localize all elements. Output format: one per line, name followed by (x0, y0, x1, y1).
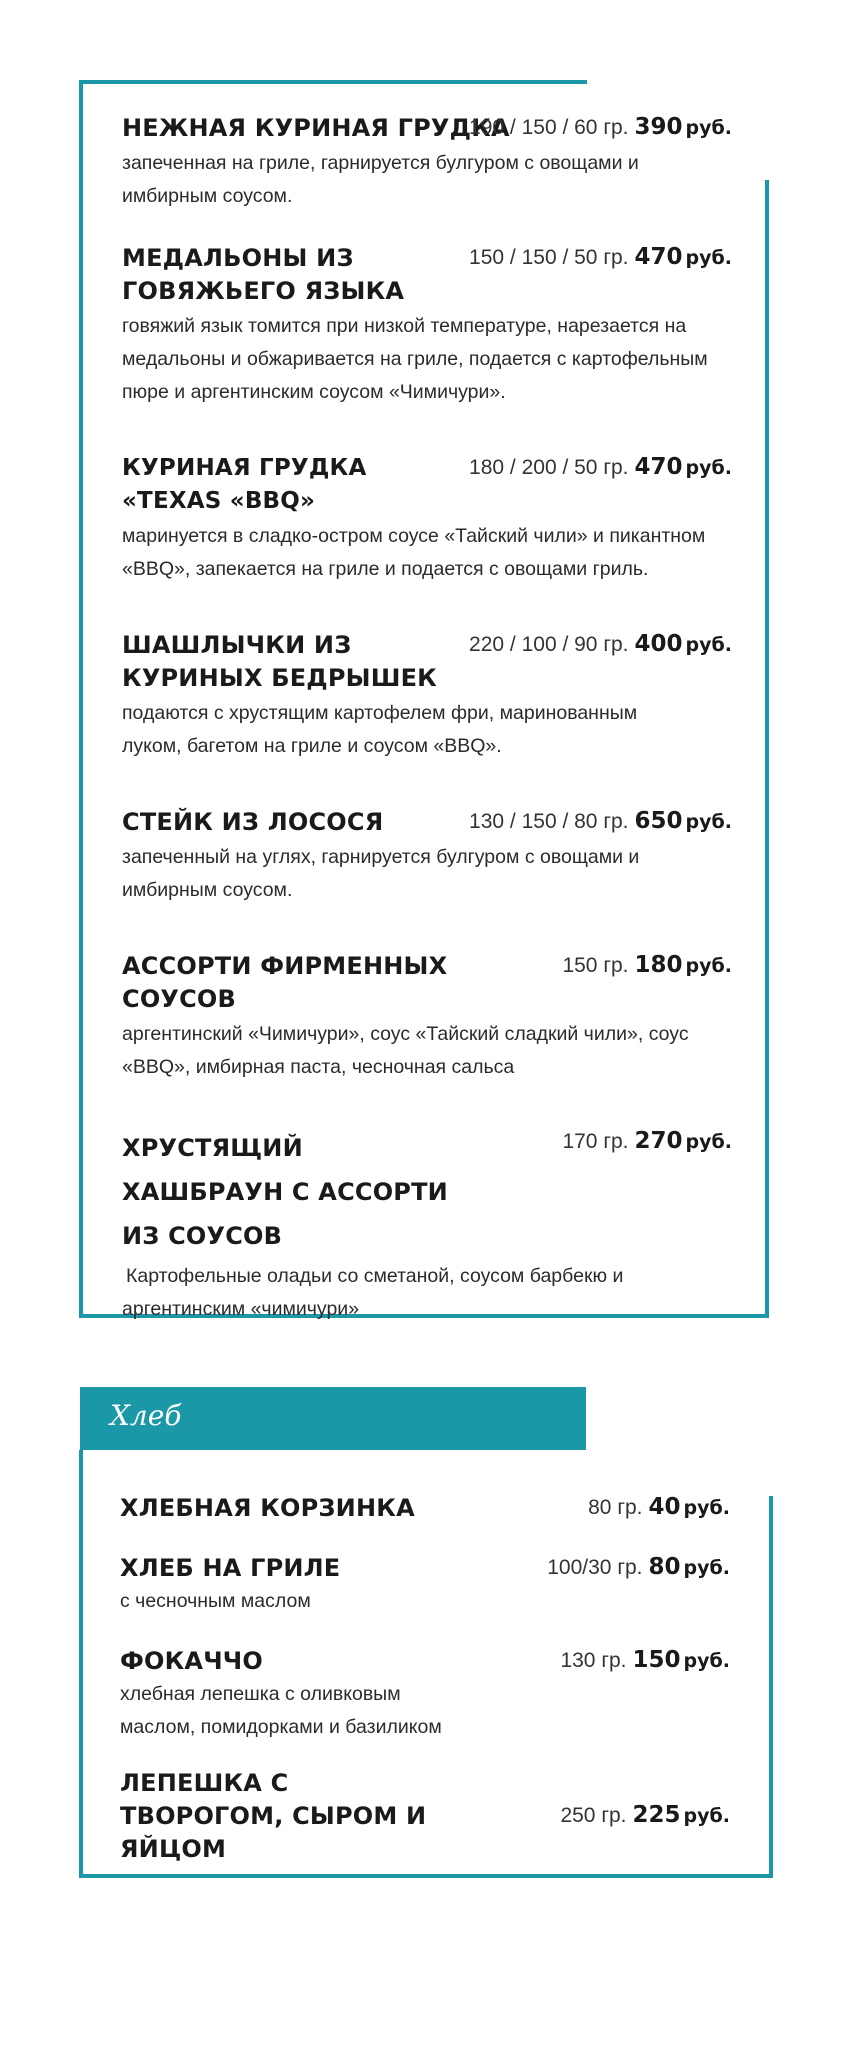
item-weight: 80 гр. (588, 1496, 643, 1519)
menu-item (122, 1126, 732, 1326)
menu-item (122, 452, 732, 586)
item-description: подаются с хрустящим картофелем фри, маринованным луком, багетом на гриле и соусом «BBQ». (122, 702, 638, 757)
item-name: ФОКАЧЧО (120, 1647, 263, 1675)
item-currency: руб. (685, 117, 732, 139)
frame-top-line (79, 80, 587, 84)
item-price-value: 650 (634, 808, 683, 834)
item-currency: руб. (685, 634, 732, 656)
item-description: говяжий язык томится при низкой температуре, нарезается на медальоны и обжаривается на гриле, подается с картофельным пюре и аргентинским соусом «Чимичури». (122, 315, 708, 403)
item-weight: 180 / 200 / 50 гр. (469, 456, 629, 479)
item-price-value: 270 (634, 1128, 683, 1154)
item-weight: 220 / 100 / 90 гр. (469, 633, 629, 656)
item-currency: руб. (685, 1131, 732, 1153)
menu-item (122, 242, 732, 409)
menu-item (122, 806, 732, 907)
item-name: ШАШЛЫЧКИ ИЗ КУРИНЫХ БЕДРЫШЕК (122, 631, 437, 692)
item-name: ХЛЕБНАЯ КОРЗИНКА (120, 1494, 415, 1522)
item-weight: 130 гр. (560, 1649, 627, 1672)
item-price (560, 1802, 730, 1828)
menu-item (122, 950, 732, 1084)
item-description: аргентинский «Чимичури», соус «Тайский сладкий чили», соус «BBQ», имбирная паста, чесночная сальса (122, 1023, 689, 1078)
menu-item (120, 1552, 730, 1618)
item-weight: 190 / 150 / 60 гр. (469, 116, 629, 139)
item-currency: руб. (683, 1497, 730, 1519)
item-price (469, 454, 732, 480)
item-currency: руб. (685, 457, 732, 479)
item-currency: руб. (683, 1557, 730, 1579)
item-currency: руб. (683, 1650, 730, 1672)
item-price-value: 80 (648, 1554, 681, 1580)
menu-item (122, 629, 732, 763)
section-title: Хлеб (110, 1399, 182, 1432)
item-price-value: 470 (634, 244, 683, 270)
item-price-value: 390 (634, 114, 683, 140)
item-price (469, 808, 732, 834)
item-description: с чесночным маслом (120, 1590, 311, 1612)
frame-right-line (765, 180, 769, 1318)
item-name: КУРИНАЯ ГРУДКА «TEXAS «BBQ» (122, 455, 367, 514)
item-currency: руб. (685, 811, 732, 833)
item-name: СТЕЙК ИЗ ЛОСОСЯ (122, 808, 384, 836)
item-currency: руб. (683, 1805, 730, 1827)
item-price-value: 150 (632, 1647, 681, 1673)
item-price (562, 1128, 732, 1154)
item-weight: 170 гр. (562, 1130, 629, 1153)
item-name: МЕДАЛЬОНЫ ИЗ ГОВЯЖЬЕГО ЯЗЫКА (122, 244, 405, 305)
item-description: маринуется в сладко-остром соусе «Тайский чили» и пикантном «BBQ», запекается на гриле и подается с овощами гриль. (122, 525, 706, 580)
item-name: ХРУСТЯЩИЙ ХАШБРАУН С АССОРТИ ИЗ СОУСОВ (122, 1134, 448, 1250)
item-weight: 130 / 150 / 80 гр. (469, 810, 629, 833)
frame-left-line (79, 1450, 83, 1878)
item-name: ХЛЕБ НА ГРИЛЕ (120, 1554, 341, 1582)
item-price-value: 400 (634, 631, 683, 657)
item-price (469, 244, 732, 270)
item-price (469, 631, 732, 657)
item-price (562, 952, 732, 978)
item-description: запеченный на углях, гарнируется булгуром с овощами и имбирным соусом. (122, 846, 640, 901)
item-name: ЛЕПЕШКА С ТВОРОГОМ, СЫРОМ И ЯЙЦОМ (120, 1769, 427, 1863)
frame-bottom-line (79, 1874, 773, 1878)
item-name: НЕЖНАЯ КУРИНАЯ ГРУДКА (122, 114, 510, 142)
item-price (588, 1494, 730, 1520)
frame-right-line (769, 1496, 773, 1878)
item-weight: 150 / 150 / 50 гр. (469, 246, 629, 269)
item-price (560, 1647, 730, 1673)
item-currency: руб. (685, 247, 732, 269)
item-weight: 100/30 гр. (547, 1556, 643, 1579)
item-price-value: 40 (648, 1494, 681, 1520)
item-price-value: 225 (632, 1802, 681, 1828)
item-weight: 250 гр. (560, 1804, 627, 1827)
item-description: хлебная лепешка с оливковым маслом, помидорками и базиликом (120, 1683, 442, 1738)
frame-left-line (79, 80, 83, 1318)
menu-item (120, 1645, 730, 1744)
menu-item (122, 112, 732, 213)
menu-item (120, 1492, 730, 1525)
menu-item (120, 1767, 730, 1866)
item-description: Картофельные оладьи со сметаной, соусом барбекю и аргентинским «чимичури» (122, 1265, 624, 1320)
item-price (547, 1554, 730, 1580)
item-currency: руб. (685, 955, 732, 977)
section-ribbon-bread (80, 1387, 586, 1450)
item-weight: 150 гр. (562, 954, 629, 977)
item-price-value: 470 (634, 454, 683, 480)
item-description: запеченная на гриле, гарнируется булгуром с овощами и имбирным соусом. (122, 152, 639, 207)
item-price-value: 180 (634, 952, 683, 978)
item-price (469, 114, 732, 140)
item-name: АССОРТИ ФИРМЕННЫХ СОУСОВ (122, 952, 448, 1013)
